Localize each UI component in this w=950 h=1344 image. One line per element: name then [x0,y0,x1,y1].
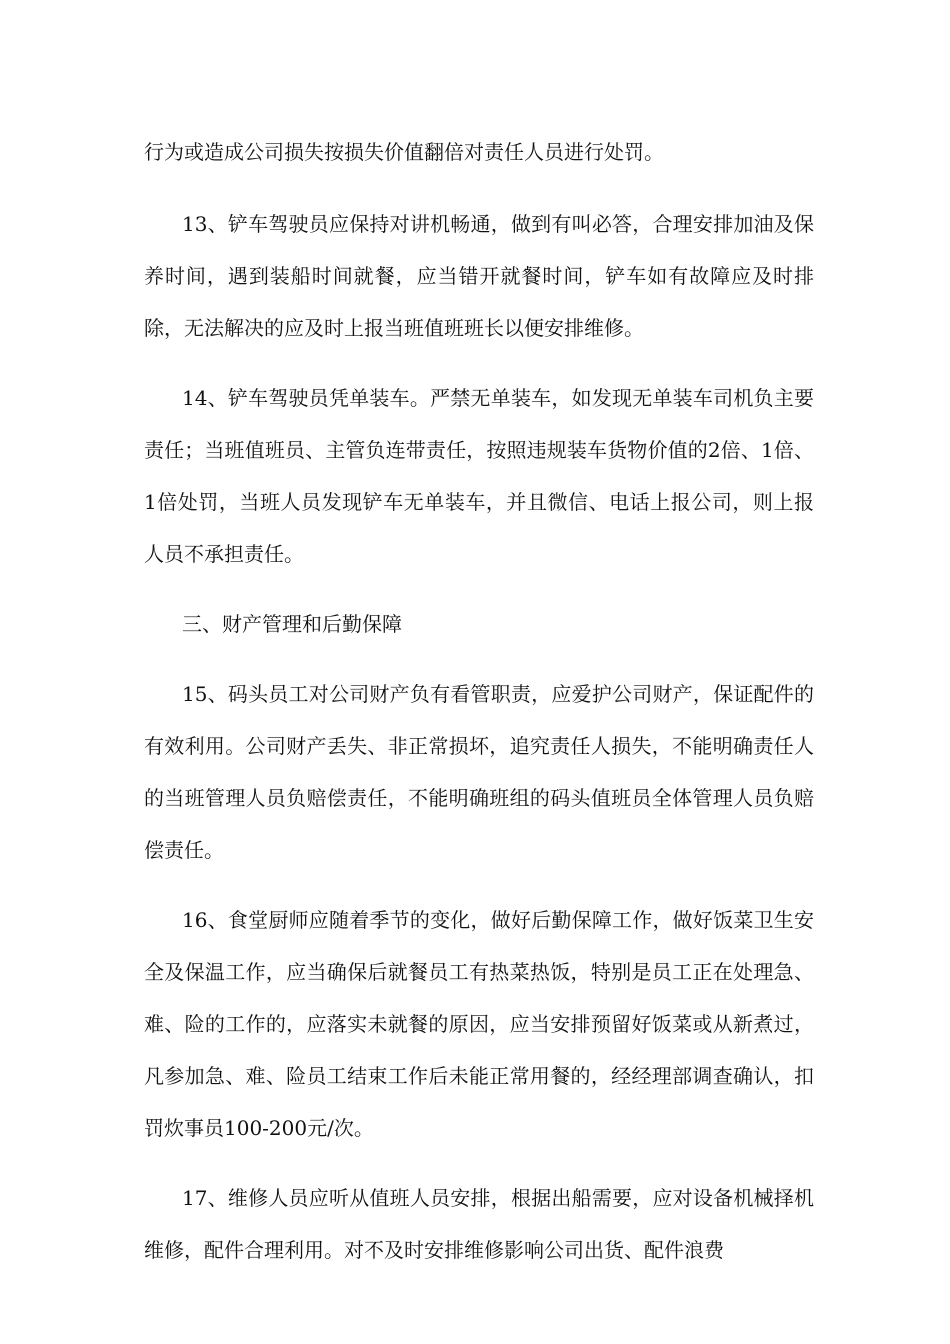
section-heading-property-logistics: 三、财产管理和后勤保障 [182,612,402,636]
paragraph-continuation: 行为或造成公司损失按损失价值翻倍对责任人员进行处罚。 [144,140,664,164]
paragraph-item-15: 15、码头员工对公司财产负有看管职责，应爱护公司财产，保证配件的有效利用。公司财产丢失、非正常损坏，追究责任人损失，不能明确责任人的当班管理人员负赔偿责任，不能明确班组的码头值班员全体管理人员负赔偿责任。 [144,682,814,862]
document-body [144,126,814,1294]
paragraph-item-17: 17、维修人员应听从值班人员安排，根据出船需要，应对设备机械择机维修，配件合理利用。对不及时安排维修影响公司出货、配件浪费 [144,1186,814,1262]
paragraph-item-13: 13、铲车驾驶员应保持对讲机畅通，做到有叫必答，合理安排加油及保养时间，遇到装船时间就餐，应当错开就餐时间，铲车如有故障应及时排除，无法解决的应及时上报当班值班班长以便安排维修。 [144,212,814,340]
paragraph-item-14: 14、铲车驾驶员凭单装车。严禁无单装车，如发现无单装车司机负主要责任；当班值班员、主管负连带责任，按照违规装车货物价值的2倍、1倍、1倍处罚，当班人员发现铲车无单装车，并且微信、电话上报公司，则上报人员不承担责任。 [144,386,814,566]
paragraph-item-16: 16、食堂厨师应随着季节的变化，做好后勤保障工作，做好饭菜卫生安全及保温工作，应当确保后就餐员工有热菜热饭，特别是员工正在处理急、难、险的工作的，应落实未就餐的原因，应当安排预留好饭菜或从新煮过，凡参加急、难、险员工结束工作后未能正常用餐的，经经理部调查确认，扣罚炊事员100-200元/次。 [144,908,814,1140]
